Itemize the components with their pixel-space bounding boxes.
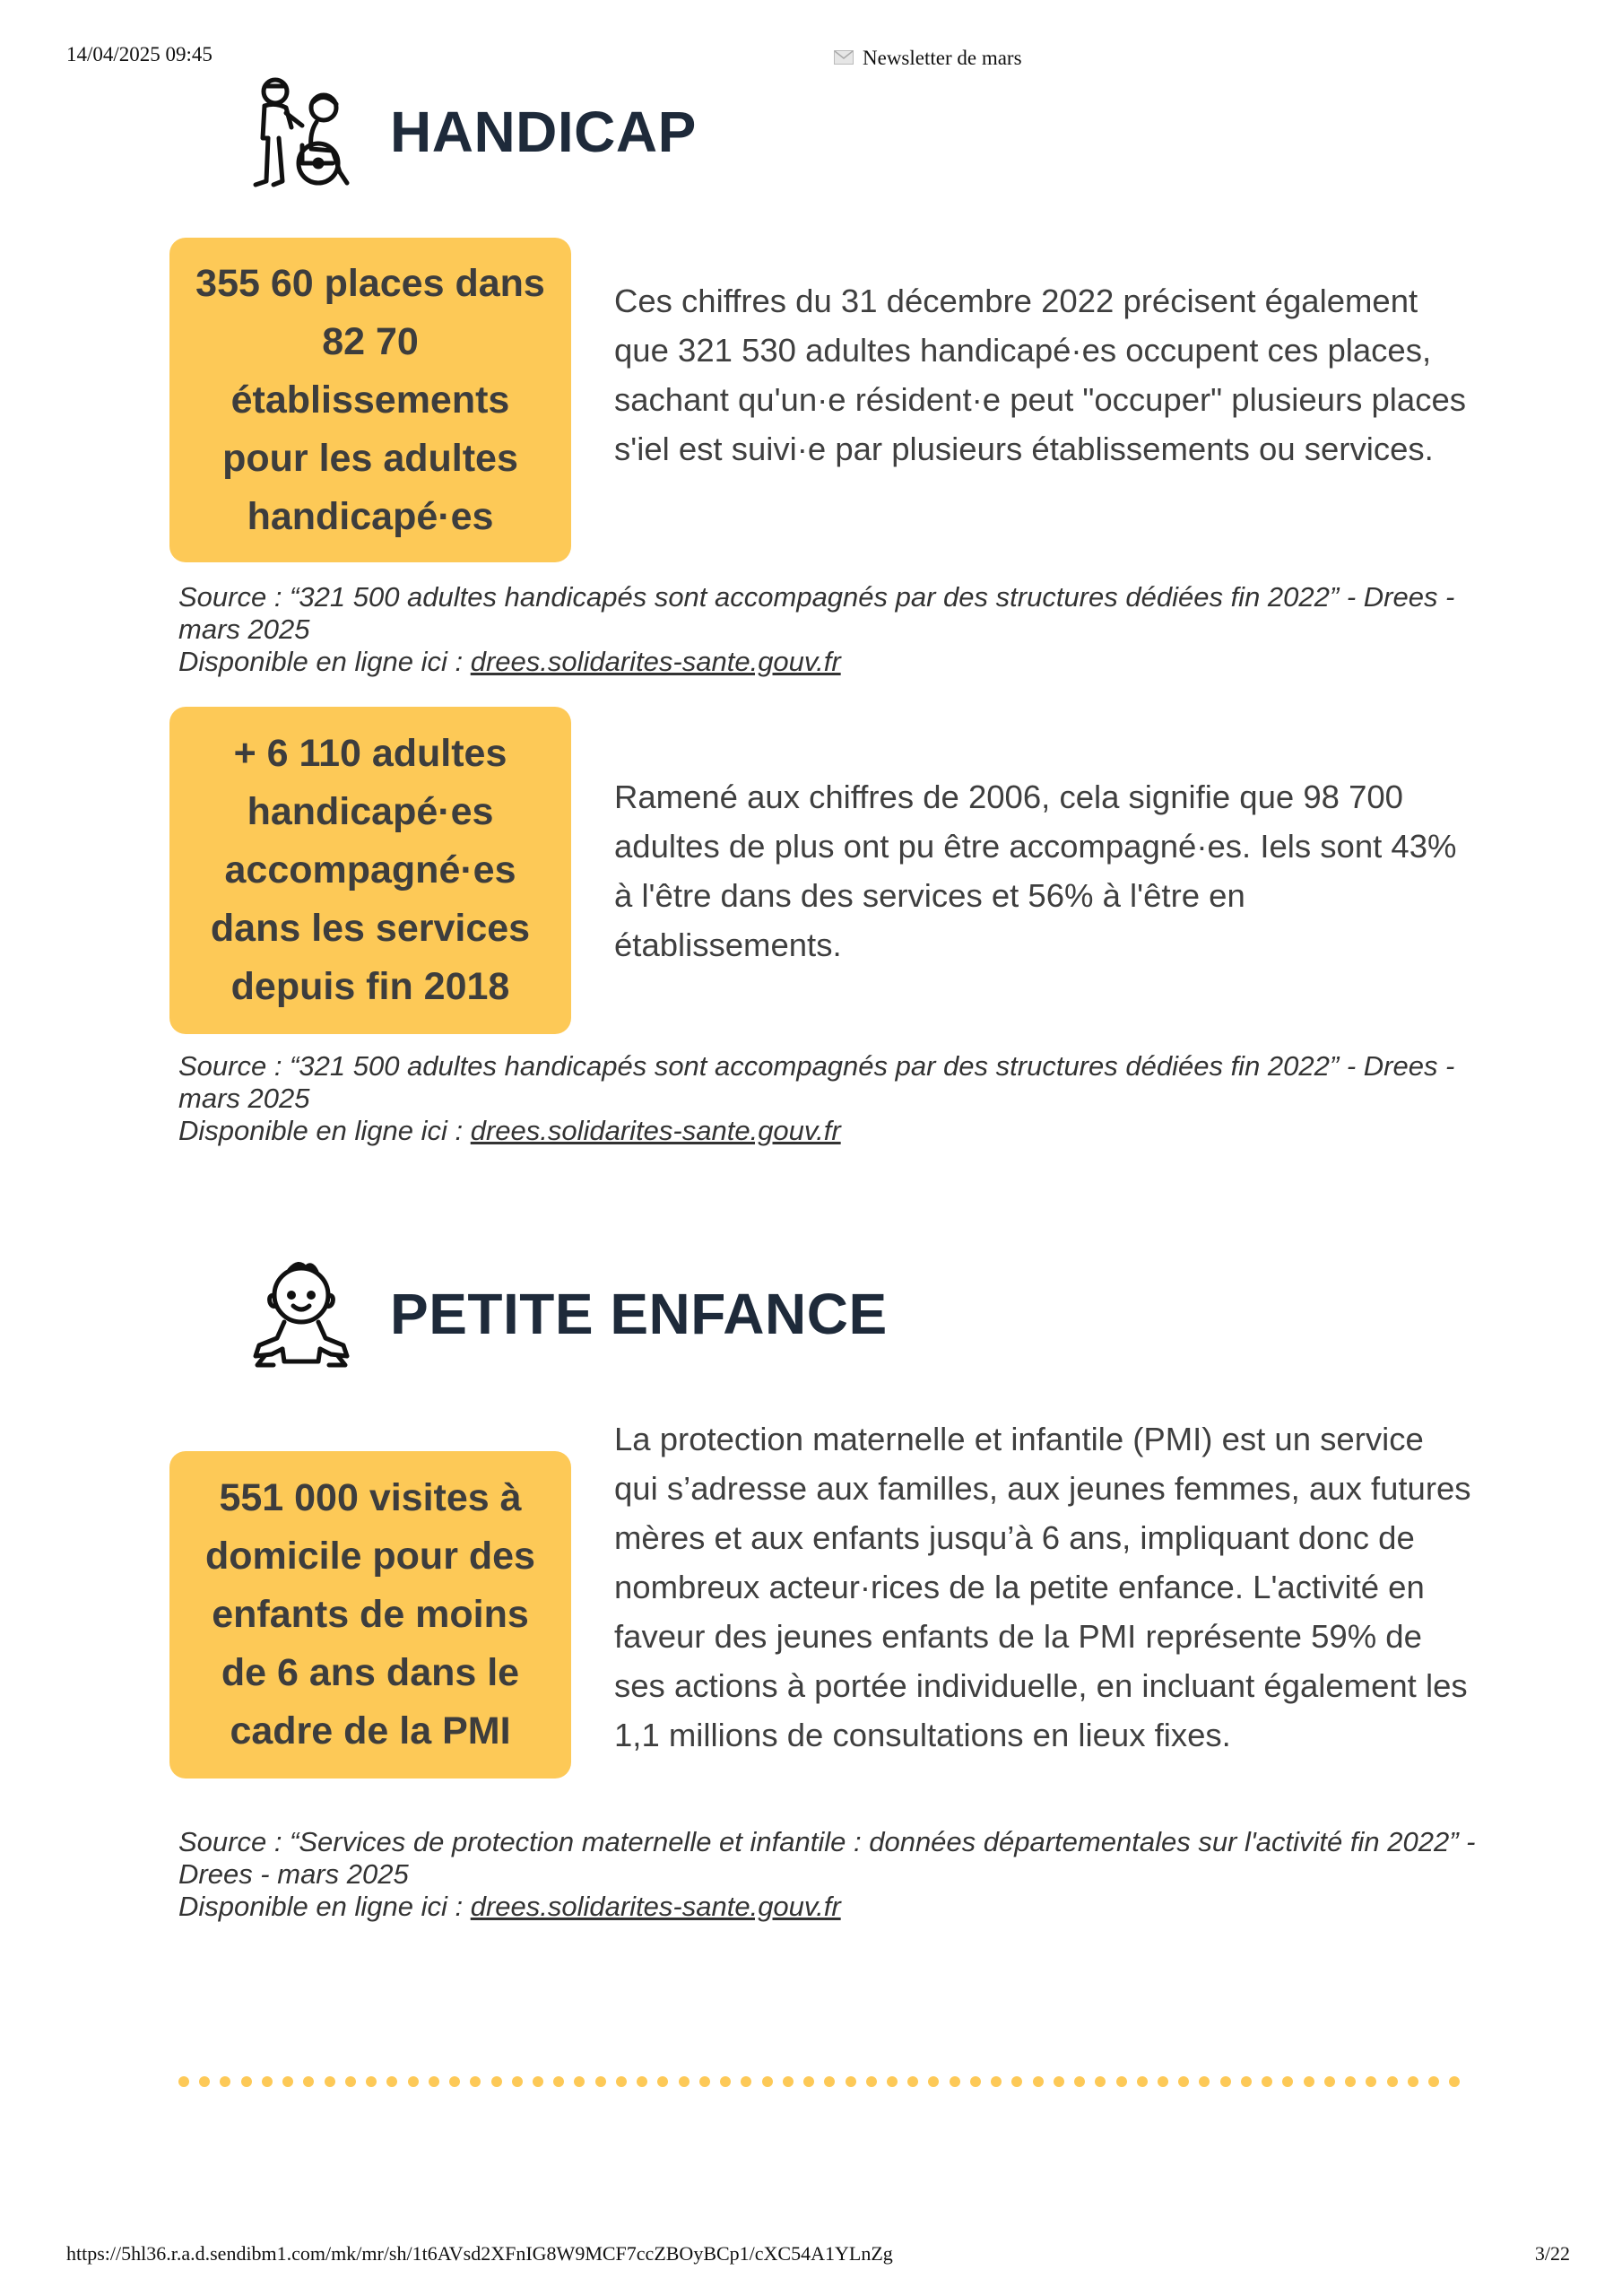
divider-dot (262, 2076, 273, 2087)
divider-dot (1199, 2076, 1210, 2087)
divider-dot (950, 2076, 960, 2087)
divider-dot (762, 2076, 773, 2087)
baby-icon (247, 1256, 356, 1372)
source-availability (178, 646, 1488, 678)
source-citation: Source : “321 500 adultes handicapés sont accompagnés par des structures dédiées fin 2022” - Drees - mars 2025 (178, 1050, 1455, 1114)
source-pmi (178, 1826, 1488, 1923)
divider-dot (429, 2076, 439, 2087)
divider-dot (199, 2076, 210, 2087)
divider-dot (408, 2076, 419, 2087)
print-title (834, 47, 1022, 70)
available-label: Disponible en ligne ici : (178, 646, 464, 677)
text-services: Ramené aux chiffres de 2006, cela signifie que 98 700 adultes de plus ont pu être accompagné·es. Iels sont 43% à l'être dans des services et 56% à l'être en établissements. (614, 778, 1457, 963)
stat-services: + 6 110 adultes handicapé·es accompagné·es dans les services depuis fin 2018 (210, 732, 531, 1008)
print-date: 14/04/2025 09:45 (66, 43, 213, 65)
stat-places: 355 60 places dans 82 70 établissements pour les adultes handicapé·es (195, 261, 545, 538)
divider-dot (282, 2076, 293, 2087)
divider-dot (220, 2076, 230, 2087)
source-places (178, 581, 1488, 678)
newsletter-title: Newsletter de mars (863, 47, 1022, 69)
divider-dot (907, 2076, 918, 2087)
divider-dot (1408, 2076, 1418, 2087)
source-services (178, 1050, 1488, 1147)
divider-dot (1449, 2076, 1460, 2087)
section-title-handicap: HANDICAP (390, 100, 697, 164)
text-pmi: La protection maternelle et infantile (PMI) est un service qui s’adresse aux familles, aux jeunes femmes, aux futures mères et aux enfants jusqu’à 6 ans, impliquant donc de nombreux acteur·rices de la petite enfance. L'activité en faveur des jeunes enfants de la PMI représente 59% de ses actions à portée individuelle, en incluant également les 1,1 millions de consultations en lieux fixes. (614, 1421, 1471, 1753)
print-page-number: 3/22 (1534, 2242, 1570, 2265)
handicap-header (247, 74, 697, 190)
divider-dot (1137, 2076, 1148, 2087)
divider-dot (679, 2076, 690, 2087)
petite-enfance-header (247, 1256, 888, 1372)
divider-dot (657, 2076, 668, 2087)
divider-dot (1074, 2076, 1085, 2087)
divider-dot (1116, 2076, 1127, 2087)
stat-box-pmi (169, 1451, 571, 1779)
divider-dot (553, 2076, 564, 2087)
divider-dot (741, 2076, 751, 2087)
divider-dot (1304, 2076, 1314, 2087)
divider-dot (1282, 2076, 1293, 2087)
divider-dot (512, 2076, 523, 2087)
divider-dot (970, 2076, 981, 2087)
source-availability (178, 1115, 1488, 1147)
source-citation: Source : “Services de protection maternelle et infantile : données départementales sur l'activité fin 2022” - Drees - mars 2025 (178, 1826, 1476, 1890)
divider-dot (699, 2076, 710, 2087)
available-label: Disponible en ligne ici : (178, 1115, 464, 1146)
divider-dot (846, 2076, 856, 2087)
divider-dot (1033, 2076, 1044, 2087)
divider-dot (1178, 2076, 1189, 2087)
source-availability (178, 1891, 1488, 1923)
divider-dot (366, 2076, 377, 2087)
text-places: Ces chiffres du 31 décembre 2022 précisent également que 321 530 adultes handicapé·es occupent ces places, sachant qu'un·e résident·e peut "occuper" plusieurs places s'iel est suivi·e par plusieurs établissements ou services. (614, 283, 1466, 467)
divider-dot (616, 2076, 627, 2087)
divider-dot (1241, 2076, 1252, 2087)
stat-box-places (169, 238, 571, 562)
source-link[interactable]: drees.solidarites-sante.gouv.fr (470, 1891, 841, 1922)
divider-dot (783, 2076, 794, 2087)
divider-dot (574, 2076, 585, 2087)
section-title-petite-enfance: PETITE ENFANCE (390, 1282, 888, 1346)
divider-dot (1262, 2076, 1272, 2087)
divider-dot (1366, 2076, 1376, 2087)
divider-dot (470, 2076, 481, 2087)
divider-dot (1158, 2076, 1168, 2087)
divider-dot (866, 2076, 877, 2087)
stat-pmi: 551 000 visites à domicile pour des enfants de moins de 6 ans dans le cadre de la PMI (205, 1476, 535, 1752)
divider-dot (1428, 2076, 1439, 2087)
available-label: Disponible en ligne ici : (178, 1891, 464, 1922)
source-link[interactable]: drees.solidarites-sante.gouv.fr (470, 646, 841, 677)
divider-dot (178, 2076, 189, 2087)
divider-dot (303, 2076, 314, 2087)
source-citation: Source : “321 500 adultes handicapés sont accompagnés par des structures dédiées fin 2022” - Drees - mars 2025 (178, 581, 1455, 645)
divider-dot (803, 2076, 814, 2087)
divider-dot (1220, 2076, 1231, 2087)
divider-dot (991, 2076, 1002, 2087)
divider-dot (1387, 2076, 1398, 2087)
wheelchair-helper-icon (247, 74, 356, 190)
divider-dot (1095, 2076, 1106, 2087)
divider-dot (345, 2076, 356, 2087)
divider-dot (1054, 2076, 1064, 2087)
divider-dot (1011, 2076, 1022, 2087)
divider-dot (241, 2076, 252, 2087)
source-link[interactable]: drees.solidarites-sante.gouv.fr (470, 1115, 841, 1146)
envelope-icon (834, 47, 854, 70)
divider-dot (386, 2076, 397, 2087)
divider-dot (325, 2076, 335, 2087)
divider-dot (449, 2076, 460, 2087)
divider-dot (595, 2076, 606, 2087)
divider-dot (824, 2076, 835, 2087)
dotted-divider (178, 2076, 1461, 2087)
divider-dot (637, 2076, 647, 2087)
stat-box-services (169, 707, 571, 1034)
divider-dot (887, 2076, 898, 2087)
divider-dot (720, 2076, 731, 2087)
divider-dot (1324, 2076, 1335, 2087)
divider-dot (928, 2076, 939, 2087)
divider-dot (533, 2076, 543, 2087)
divider-dot (491, 2076, 502, 2087)
print-url: https://5hl36.r.a.d.sendibm1.com/mk/mr/sh/1t6AVsd2XFnIG8W9MCF7ccZBOyBCp1/cXC54A1YLnZg (66, 2242, 893, 2265)
divider-dot (1345, 2076, 1356, 2087)
